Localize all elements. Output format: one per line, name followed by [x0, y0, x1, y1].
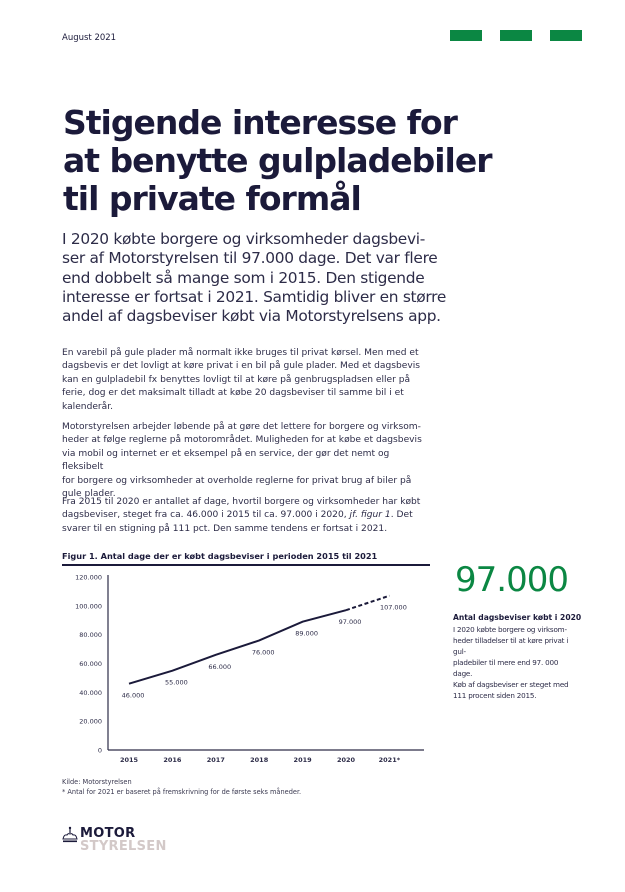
data-label: 97.000 [338, 618, 362, 627]
series-line [129, 610, 346, 684]
lead-line: interesse er fortsat i 2021. Samtidig bliver en større [62, 287, 447, 306]
data-label: 55.000 [165, 678, 188, 687]
lead-line: end dobbelt så mange som i 2015. Den stigende [62, 268, 425, 287]
accent-bar [550, 30, 582, 41]
x-tick-label: 2021* [378, 756, 401, 764]
x-tick-label: 2016 [163, 756, 182, 764]
text-line: for borgere og virksomheder at overholde reglerne for privat brug af biler på [62, 475, 412, 486]
text-line: Køb af dagsbeviser er steget med [453, 680, 569, 689]
sidebar-text [453, 624, 578, 701]
accent-bar [450, 30, 482, 41]
text-line: kalenderår. [62, 401, 114, 412]
text-line: heder tilladelser til at køre privat i gul- [453, 636, 569, 656]
text-line: kan en gulpladebil fx benyttes lovligt til at køre på genbrugspladsen eller på [62, 374, 411, 385]
text-line: via mobil og internet er et eksempel på en service, der gør det nemt og fleksibelt [62, 448, 390, 473]
text-line: Motorstyrelsen arbejder løbende på at gøre det lettere for borgere og virksom- [62, 422, 421, 432]
lead-line: ser af Motorstyrelsen til 97.000 dage. Det var flere [62, 249, 438, 268]
text-line: ferie, dog er det maksimalt tilladt at købe 20 dagsbeviser til samme bil i et [62, 388, 404, 399]
logo-line-1: MOTOR [80, 826, 136, 841]
text-line: Fra 2015 til 2020 er antallet af dage, hvortil borgere og virksomheder har købt [62, 497, 421, 507]
body-paragraph-2 [62, 421, 432, 501]
crown-icon [62, 826, 78, 844]
text-span: . Det [390, 510, 413, 521]
text-line: I 2020 købte borgere og virksom- [453, 625, 567, 634]
data-label: 107.000 [379, 603, 407, 612]
data-label: 46.000 [121, 691, 145, 700]
text-line: gule plader. [62, 489, 116, 500]
figure-source [62, 778, 301, 797]
text-line: pladebiler til mere end 97. 000 dage. [453, 658, 559, 678]
logo-line-2: STYRELSEN [80, 839, 167, 854]
page-title: Stigende interesse for at benytte gulpladebiler til private formål [63, 103, 492, 218]
text-line: dagsbevis er det lovligt at køre privat i en bil på gule plader. Med et dagsbevis [62, 361, 421, 372]
figure-reference: jf. figur 1 [349, 510, 391, 521]
text-line: En varebil på gule plader må normalt ikke bruges til privat kørsel. Men med et [62, 348, 419, 358]
footnote: * Antal for 2021 er baseret på fremskrivning for de første seks måneder. [62, 787, 302, 796]
text-line: 111 procent siden 2015. [453, 691, 537, 700]
line-chart [62, 565, 430, 775]
accent-bar [500, 30, 532, 41]
data-label: 66.000 [208, 662, 232, 671]
body-paragraph-3 [62, 496, 432, 536]
x-tick-label: 2020 [336, 756, 356, 764]
text-line [62, 509, 432, 522]
y-tick-label: 60.000 [79, 660, 102, 668]
highlight-number: 97.000 [455, 560, 568, 600]
y-tick-label: 0 [97, 746, 102, 755]
body-paragraph-1 [62, 347, 432, 414]
y-tick-label: 120.000 [75, 573, 102, 582]
figure-title: Figur 1. Antal dage der er købt dagsbeviser i perioden 2015 til 2021 [62, 551, 378, 561]
lead-line: andel af dagsbeviser købt via Motorstyrelsens app. [62, 307, 441, 326]
x-tick-label: 2019 [293, 756, 312, 764]
x-tick-label: 2015 [119, 756, 139, 764]
y-tick-label: 20.000 [79, 717, 102, 726]
data-label: 76.000 [251, 648, 275, 657]
text-line: svarer til en stigning på 111 pct. Den samme tendens er fortsat i 2021. [62, 523, 388, 534]
y-tick-label: 80.000 [79, 631, 102, 640]
x-tick-label: 2017 [206, 756, 225, 764]
y-tick-label: 100.000 [75, 602, 102, 611]
sidebar-heading: Antal dagsbeviser købt i 2020 [453, 613, 582, 622]
lead-line: I 2020 købte borgere og virksomheder dagsbevi- [62, 230, 425, 248]
data-label: 89.000 [295, 629, 318, 638]
text-span: dagsbeviser, steget fra ca. 46.000 i 2015 til ca. 97.000 i 2020, [62, 510, 350, 521]
date-label: August 2021 [62, 33, 117, 43]
x-tick-label: 2018 [250, 756, 269, 764]
text-line: heder at følge reglerne på motorområdet. Muligheden for at købe et dagsbevis [62, 435, 422, 446]
lead-paragraph [62, 230, 457, 326]
source-label: Kilde: Motorstyrelsen [62, 778, 132, 786]
y-tick-label: 40.000 [79, 688, 102, 697]
